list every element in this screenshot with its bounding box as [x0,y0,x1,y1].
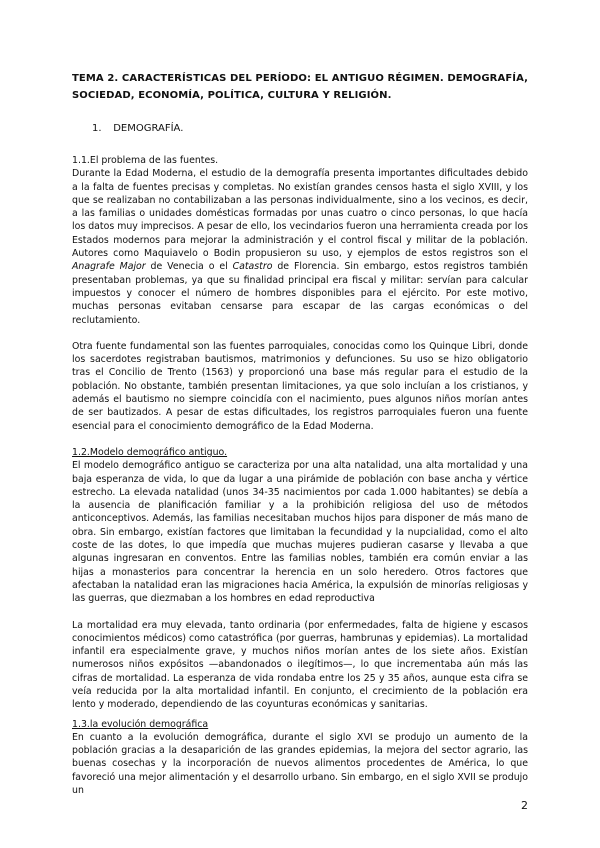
page-number: 2 [521,799,528,812]
paragraph-sources-census: Durante la Edad Moderna, el estudio de la demografía presenta importantes dificultades debido a la falta de fuentes precisas y completas. No existían grandes censos hasta el siglo XVIII, y los que se realizaban no contabilizaban a las personas individualmente, sino a los vecinos, es decir, a las familias o unidades domésticas formadas por unas cuatro o cinco personas, lo que hacía los datos muy imprecisos. A pesar de ello, los vecindarios fueron una herramienta creada por los Estados modernos para mejorar la administración y el control fiscal y militar de la población. Autores como Maquiavelo o Bodin propusieron su uso, y ejemplos de estos registros son el Anagrafe Major de Venecia o el Catastro de Florencia. Sin embargo, estos registros también presentaban problemas, ya que su finalidad principal era fiscal y militar: servían para calcular impuestos y conocer el número de hombres disponibles para el ejército. Por este motivo, muchas personas evitaban censarse para escapar de las cargas económicas o del reclutamiento. [72,168,528,326]
subsection-heading-1-1: 1.1.El problema de las fuentes. [72,155,219,166]
section-heading [92,122,528,136]
subsection-heading-1-3: 1.3.la evolución demográfica [72,718,209,730]
subsection-heading-1-2: 1.2.Modelo demográfico antiguo. [72,446,228,458]
italic-catastro: Catastro [232,261,273,273]
section-label: DEMOGRAFÍA. [113,123,184,134]
paragraph-natality: El modelo demográfico antiguo se caracteriza por una alta natalidad, una alta mortalidad y una baja esperanza de vida, lo que da lugar a una pirámide de población con base ancha y vértice estrecho. La elevada natalidad (unos 34-35 nacimientos por cada 1.000 habitantes) se debía a la ausencia de planificación familiar y a la prohibición religiosa del uso de métodos anticonceptivos. Además, las familias necesitaban muchos hijos para disponer de más mano de obra. Sin embargo, existían factores que limitaban la fecundidad y la nupcialidad, como el alto coste de las dotes, lo que impedía que muchas mujeres pudieran casarse y llevaba a que algunas ingresaran en conventos. Entre las familias nobles, también era común enviar a las hijas a monasterios para concentrar la herencia en un solo heredero. Otros factores que afectaban la natalidad eran las migraciones hacia América, la expulsión de minorías religiosas y las guerras, que diezmaban a los hombres en edad reproductiva [72,460,528,605]
paragraph-mortality: La mortalidad era muy elevada, tanto ordinaria (por enfermedades, falta de higiene y escasos conocimientos médicos) como catastrófica (por guerras, hambrunas y epidemias). La mortalidad infantil era especialmente grave, y muchos niños morían antes de los siete años. Existían numerosos niños expósitos —abandonados o ilegítimos—, lo que incrementaba aún más las cifras de mortalidad. La esperanza de vida rondaba entre los 25 y 35 años, aunque esta cifra se veía reducida por la alta mortalidad infantil. En conjunto, el crecimiento de la población era lento y moderado, dependiendo de las coyunturas económicas y sanitarias. [72,619,528,711]
paragraph-evolution: En cuanto a la evolución demográfica, durante el siglo XVI se produjo un aumento de la población gracias a la desaparición de las grandes epidemias, la mejora del sector agrario, las buenas cosechas y la incorporación de nuevos alimentos procedentes de América, lo que favoreció una mejor alimentación y el desarrollo urbano. Sin embargo, en el siglo XVII se produjo un [72,731,528,797]
section-number: 1. [92,123,102,134]
page-title: TEMA 2. CARACTERÍSTICAS DEL PERÍODO: EL ANTIGUO RÉGIMEN. DEMOGRAFÍA, SOCIEDAD, ECONOMÍA, POLÍTICA, CULTURA Y RELIGIÓN. [72,73,528,101]
paragraph-sources-parish: Otra fuente fundamental son las fuentes parroquiales, conocidas como los Quinque Libri, donde los sacerdotes registraban bautismos, matrimonios y defunciones. Su uso se hizo obligatorio tras el Concilio de Trento (1563) y proporcionó una base más regular para el estudio de la población. No obstante, también presentan limitaciones, ya que solo incluían a los cristianos, y además el bautismo no siempre coincidía con el nacimiento, pues algunos niños morían antes de ser bautizados. A pesar de estas dificultades, los registros parroquiales fueron una fuente esencial para el conocimiento demográfico de la Edad Moderna. [72,340,528,432]
italic-anagrafe: Anagrafe Major [72,261,146,273]
